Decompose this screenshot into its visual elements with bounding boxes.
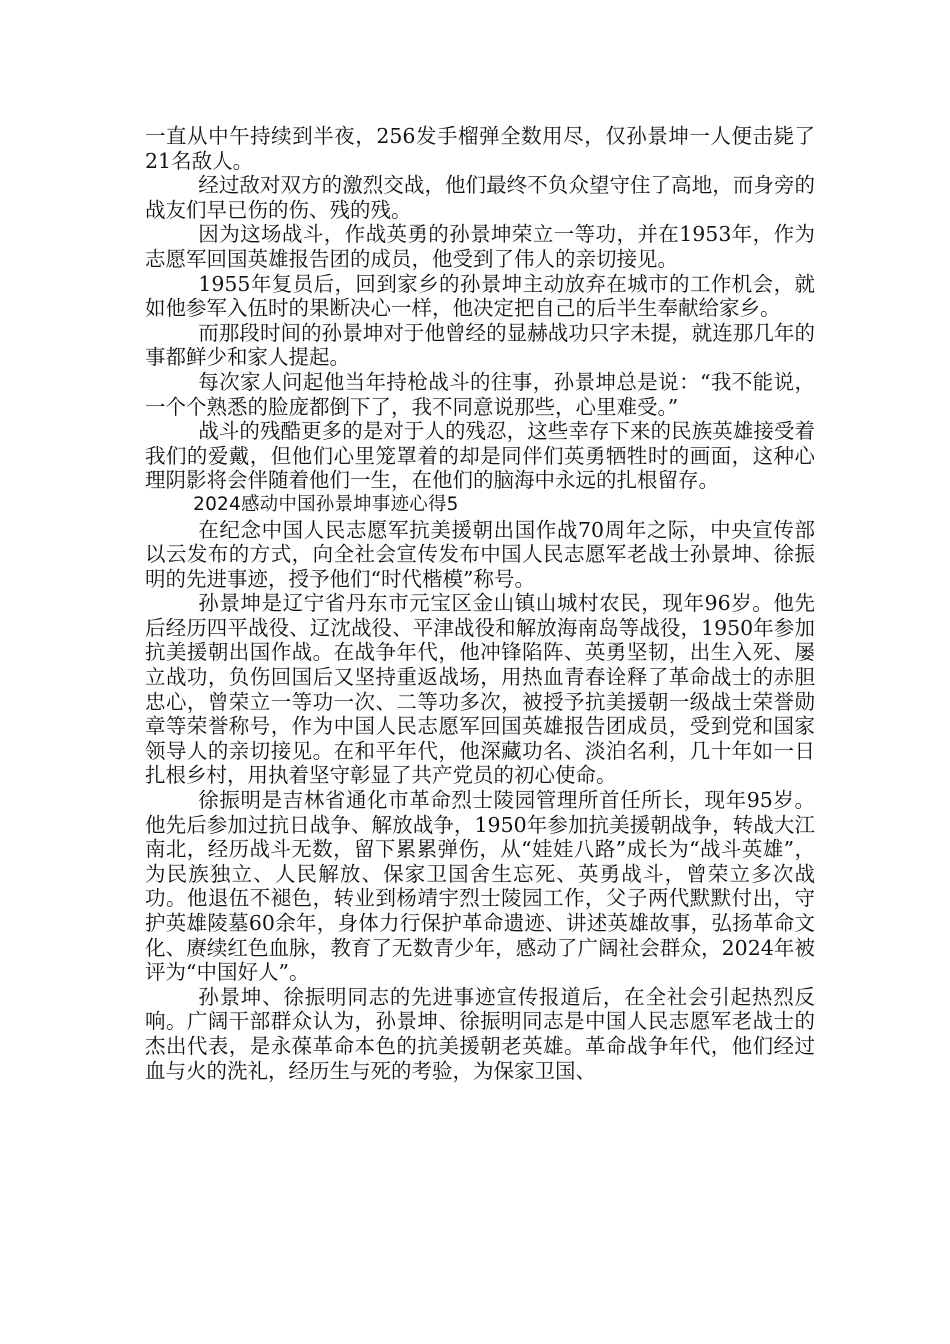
document-body — [145, 124, 815, 1083]
paragraph-1: 一直从中午持续到半夜，256发手榴弹全数用尽，仅孙景坤一人便击毙了21名敌人。 — [145, 124, 815, 173]
paragraph-9: 孙景坤是辽宁省丹东市元宝区金山镇山城村农民，现年96岁。他先后经历四平战役、辽沈战役、平津战役和解放海南岛等战役，1950年参加抗美援朝出国作战。在战争年代，他冲锋陷阵、英勇坚韧，出生入死、屡立战功，负伤回国后又坚持重返战场，用热血青春诠释了革命战士的赤胆忠心，曾荣立一等功一次、二等功多次，被授予抗美援朝一级战士荣誉勋章等荣誉称号，作为中国人民志愿军回国英雄报告团成员，受到党和国家领导人的亲切接见。在和平年代，他深藏功名、淡泊名利，几十年如一日扎根乡村，用执着坚守彰显了共产党员的初心使命。 — [145, 591, 815, 788]
paragraph-8: 在纪念中国人民志愿军抗美援朝出国作战70周年之际，中央宣传部以云发布的方式，向全社会宣传发布中国人民志愿军老战士孙景坤、徐振明的先进事迹，授予他们“时代楷模”称号。 — [145, 517, 815, 591]
paragraph-2: 经过敌对双方的激烈交战，他们最终不负众望守住了高地，而身旁的战友们早已伤的伤、残的残。 — [145, 173, 815, 222]
paragraph-10: 徐振明是吉林省通化市革命烈士陵园管理所首任所长，现年95岁。他先后参加过抗日战争、解放战争，1950年参加抗美援朝战争，转战大江南北，经历战斗无数，留下累累弹伤，从“娃娃八路”成长为“战斗英雄”，为民族独立、人民解放、保家卫国舍生忘死、英勇战斗，曾荣立多次战功。他退伍不褪色，转业到杨靖宇烈士陵园工作，父子两代默默付出，守护英雄陵墓60余年，身体力行保护革命遗迹、讲述英雄故事，弘扬革命文化、赓续红色血脉，教育了无数青少年，感动了广阔社会群众，2024年被评为“中国好人”。 — [145, 788, 815, 985]
section-heading: 2024感动中国孙景坤事迹心得5 — [193, 493, 459, 515]
paragraph-7: 战斗的残酷更多的是对于人的残忍，这些幸存下来的民族英雄接受着我们的爱戴，但他们心里笼罩着的却是同伴们英勇牺牲时的画面，这种心理阴影将会伴随着他们一生，在他们的脑海中永远的扎根留存。 — [145, 419, 815, 493]
paragraph-5: 而那段时间的孙景坤对于他曾经的显赫战功只字未提，就连那几年的事都鲜少和家人提起。 — [145, 320, 815, 370]
paragraph-11: 孙景坤、徐振明同志的先进事迹宣传报道后，在全社会引起热烈反响。广阔干部群众认为，孙景坤、徐振明同志是中国人民志愿军老战士的杰出代表，是永葆革命本色的抗美援朝老英雄。革命战争年代，他们经过血与火的洗礼，经历生与死的考验，为保家卫国、 — [145, 984, 815, 1083]
paragraph-6: 每次家人问起他当年持枪战斗的往事，孙景坤总是说：“我不能说，一个个熟悉的脸庞都倒下了，我不同意说那些，心里难受。” — [145, 369, 815, 419]
paragraph-3: 因为这场战斗，作战英勇的孙景坤荣立一等功，并在1953年，作为志愿军回国英雄报告团的成员，他受到了伟人的亲切接见。 — [145, 222, 815, 271]
paragraph-4: 1955年复员后，回到家乡的孙景坤主动放弃在城市的工作机会，就如他参军入伍时的果断决心一样，他决定把自己的后半生奉献给家乡。 — [145, 271, 815, 321]
